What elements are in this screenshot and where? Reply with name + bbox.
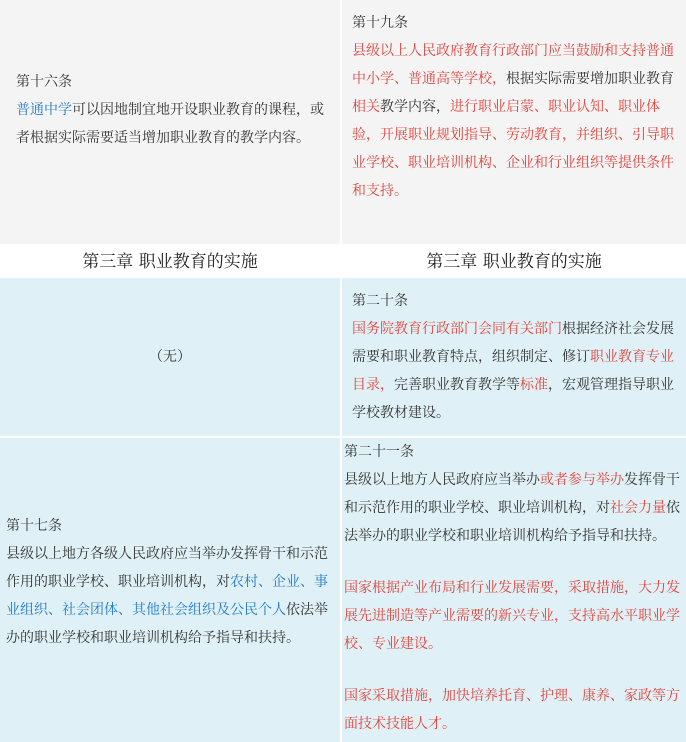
article-title: 第二十一条: [344, 444, 414, 460]
added-text: 或者参与举办: [540, 472, 624, 488]
added-paragraph: 国家采取措施，加快培养托育、护理、康养、家政等方面技术技能人才。: [344, 688, 680, 732]
added-text: 相关: [352, 99, 380, 115]
added-text: 进行职业启蒙、职业认知、职业体验，开展职业规划指导、劳动教育，并组织、引导职业学校、职业培训机构、企业和行业组织等提供条件和支持。: [352, 99, 674, 199]
added-text: 县级以上人民政府教育行政部门应当鼓励和支持普通中小学、普通高等学校，: [352, 43, 674, 87]
article-title: 第十九条: [352, 15, 408, 31]
article-text: 根据实际需要增加职业教育: [506, 71, 674, 87]
article-19-cell: [342, 0, 686, 244]
article-text: 教学内容，: [380, 99, 450, 115]
added-text: 职业教育专业目录，: [352, 349, 674, 393]
article-21-cell: [342, 438, 686, 742]
highlighted-text: 普通中学: [16, 102, 72, 118]
article-text: 根据经济社会发展需要和职业教育特点，组织制定、修订: [352, 321, 674, 365]
added-text: 国务院教育行政部门会同有关部门: [352, 321, 562, 337]
article-text: ，宏观管理指导职业学校教材建设。: [352, 377, 674, 421]
article-title: 第二十条: [352, 293, 408, 309]
empty-article-cell: [0, 278, 340, 436]
article-text: 依法举办的职业学校和职业培训机构给予指导和扶持。: [6, 602, 328, 646]
article-text: 发挥骨干和示范作用的职业学校、职业培训机构，对: [344, 472, 680, 516]
added-text: 社会力量: [610, 500, 666, 516]
article-16-cell: [0, 0, 340, 244]
article-17-cell: [0, 438, 340, 742]
chapter-header-right: 第三章 职业教育的实施: [426, 252, 602, 272]
article-text: 县级以上地方各级人民政府应当举办发挥骨干和示范作用的职业学校、职业培训机构，对: [6, 546, 328, 590]
none-text: （无）: [149, 349, 191, 365]
article-paragraph: [344, 466, 682, 550]
article-title: 第十六条: [16, 74, 72, 90]
article-text: 完善职业教育教学等: [394, 377, 520, 393]
article-text: 可以因地制宜地开设职业教育的课程，或者根据实际需要适当增加职业教育的教学内容。: [16, 102, 324, 146]
added-text: 标准: [520, 377, 548, 393]
article-text: 依法举办的职业学校和职业培训机构给予指导和扶持。: [344, 500, 680, 544]
chapter-header-left: 第三章 职业教育的实施: [82, 252, 258, 272]
article-title: 第十七条: [6, 518, 62, 534]
highlighted-text: 农村、企业、事业组织、社会团体、其他社会组织及公民个人: [6, 574, 328, 618]
article-20-cell: [342, 278, 686, 436]
added-paragraph: 国家根据产业布局和行业发展需要，采取措施，大力发展先进制造等产业需要的新兴专业，支持高水平职业学校、专业建设。: [344, 580, 680, 652]
article-text: 县级以上地方人民政府应当举办: [344, 472, 540, 488]
